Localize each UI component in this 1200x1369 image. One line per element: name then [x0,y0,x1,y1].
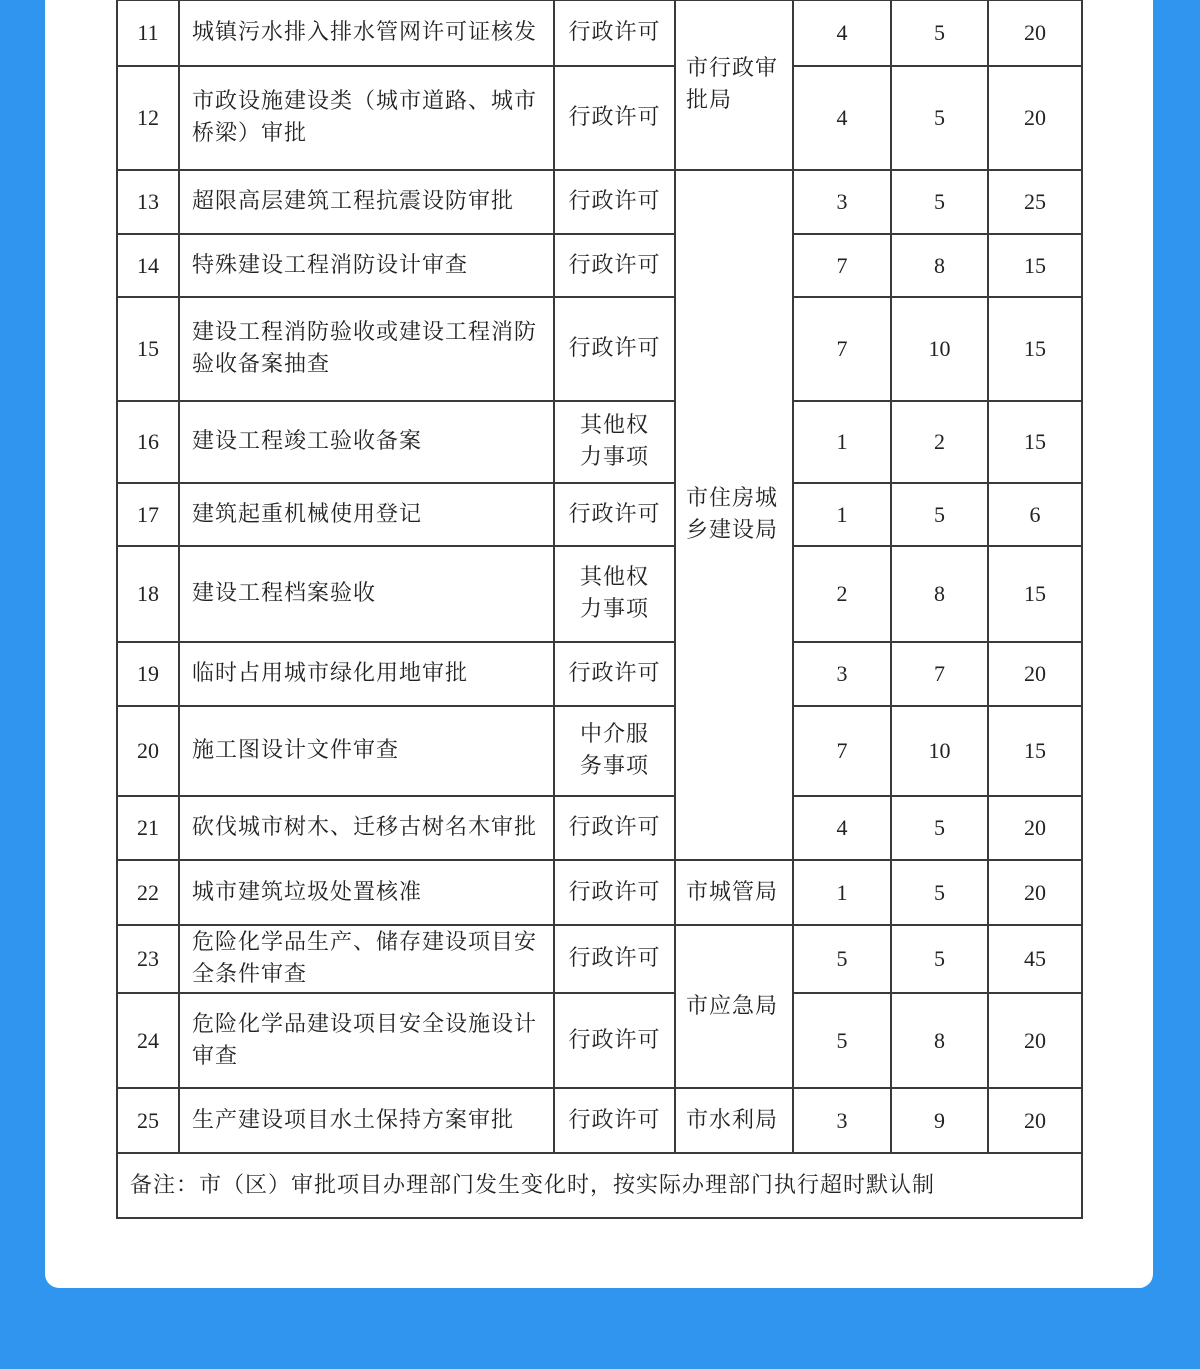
value-cell-3: 25 [988,170,1082,234]
value-cell-1: 7 [793,297,891,401]
note-row [117,1153,1082,1218]
item-type: 其他权力事项 [554,401,675,483]
table-row [117,401,1082,483]
value-cell-2: 8 [891,234,988,297]
value-cell-2: 8 [891,993,988,1088]
department-cell [675,170,793,860]
item-type: 行政许可 [554,0,675,66]
value-cell-1: 1 [793,483,891,546]
item-name: 市政设施建设类（城市道路、城市桥梁）审批 [179,66,554,170]
value-cell-3: 20 [988,860,1082,925]
row-number: 17 [117,483,179,546]
row-number: 16 [117,401,179,483]
row-number: 18 [117,546,179,642]
value-cell-2: 5 [891,170,988,234]
value-cell-1: 4 [793,0,891,66]
department-label: 市行政审批局 [686,56,779,113]
table-row [117,234,1082,297]
item-type: 行政许可 [554,993,675,1088]
item-type: 行政许可 [554,642,675,706]
value-cell-2: 10 [891,706,988,796]
table-row [117,170,1082,234]
value-cell-2: 9 [891,1088,988,1153]
item-type: 其他权力事项 [554,546,675,642]
row-number: 12 [117,66,179,170]
item-type: 行政许可 [554,483,675,546]
item-type: 中介服务事项 [554,706,675,796]
value-cell-1: 5 [793,925,891,993]
value-cell-2: 2 [891,401,988,483]
value-cell-1: 1 [793,401,891,483]
table-row [117,642,1082,706]
row-number: 23 [117,925,179,993]
value-cell-3: 20 [988,993,1082,1088]
row-number: 14 [117,234,179,297]
table-row [117,0,1082,66]
row-number: 15 [117,297,179,401]
value-cell-3: 15 [988,234,1082,297]
value-cell-1: 3 [793,1088,891,1153]
item-name: 特殊建设工程消防设计审查 [179,234,554,297]
table-row [117,483,1082,546]
table-row [117,297,1082,401]
item-name: 危险化学品生产、储存建设项目安全条件审查 [179,925,554,993]
approval-items-table [116,0,1083,1219]
value-cell-3: 15 [988,297,1082,401]
table-row [117,796,1082,860]
item-name: 建筑起重机械使用登记 [179,483,554,546]
department-cell [675,860,793,925]
item-type: 行政许可 [554,796,675,860]
row-number: 11 [117,0,179,66]
value-cell-1: 7 [793,706,891,796]
value-cell-3: 15 [988,401,1082,483]
item-name: 生产建设项目水土保持方案审批 [179,1088,554,1153]
value-cell-1: 5 [793,993,891,1088]
table-note: 备注：市（区）审批项目办理部门发生变化时，按实际办理部门执行超时默认制 [117,1153,1082,1218]
row-number: 25 [117,1088,179,1153]
department-label: 市应急局 [686,993,779,1019]
value-cell-1: 7 [793,234,891,297]
value-cell-3: 15 [988,706,1082,796]
value-cell-1: 2 [793,546,891,642]
item-name: 建设工程消防验收或建设工程消防验收备案抽查 [179,297,554,401]
item-name: 建设工程档案验收 [179,546,554,642]
value-cell-1: 3 [793,642,891,706]
row-number: 22 [117,860,179,925]
row-number: 20 [117,706,179,796]
item-name: 城镇污水排入排水管网许可证核发 [179,0,554,66]
table-row [117,925,1082,993]
value-cell-3: 20 [988,642,1082,706]
table-row [117,546,1082,642]
value-cell-3: 6 [988,483,1082,546]
value-cell-2: 5 [891,796,988,860]
item-name: 城市建筑垃圾处置核准 [179,860,554,925]
department-cell [675,925,793,1088]
table-row [117,706,1082,796]
row-number: 13 [117,170,179,234]
value-cell-1: 4 [793,796,891,860]
item-type: 行政许可 [554,297,675,401]
item-name: 砍伐城市树木、迁移古树名木审批 [179,796,554,860]
department-label: 市住房城乡建设局 [686,486,779,543]
value-cell-2: 5 [891,925,988,993]
value-cell-2: 5 [891,0,988,66]
value-cell-2: 5 [891,483,988,546]
department-label: 市城管局 [686,879,779,905]
value-cell-3: 15 [988,546,1082,642]
value-cell-3: 20 [988,1088,1082,1153]
item-name: 施工图设计文件审查 [179,706,554,796]
value-cell-3: 20 [988,0,1082,66]
item-type: 行政许可 [554,170,675,234]
value-cell-1: 3 [793,170,891,234]
row-number: 24 [117,993,179,1088]
value-cell-2: 5 [891,66,988,170]
table-row [117,1088,1082,1153]
value-cell-2: 10 [891,297,988,401]
item-name: 临时占用城市绿化用地审批 [179,642,554,706]
row-number: 21 [117,796,179,860]
item-name: 超限高层建筑工程抗震设防审批 [179,170,554,234]
item-name: 建设工程竣工验收备案 [179,401,554,483]
item-name: 危险化学品建设项目安全设施设计审查 [179,993,554,1088]
item-type: 行政许可 [554,1088,675,1153]
value-cell-3: 20 [988,796,1082,860]
item-type: 行政许可 [554,234,675,297]
value-cell-2: 7 [891,642,988,706]
value-cell-2: 8 [891,546,988,642]
value-cell-3: 20 [988,66,1082,170]
department-label: 市水利局 [686,1107,779,1133]
item-type: 行政许可 [554,925,675,993]
item-type: 行政许可 [554,860,675,925]
row-number: 19 [117,642,179,706]
table-row [117,993,1082,1088]
value-cell-1: 4 [793,66,891,170]
department-cell [675,0,793,170]
value-cell-3: 45 [988,925,1082,993]
table-row [117,860,1082,925]
value-cell-1: 1 [793,860,891,925]
value-cell-2: 5 [891,860,988,925]
department-cell [675,1088,793,1153]
table-row [117,66,1082,170]
item-type: 行政许可 [554,66,675,170]
